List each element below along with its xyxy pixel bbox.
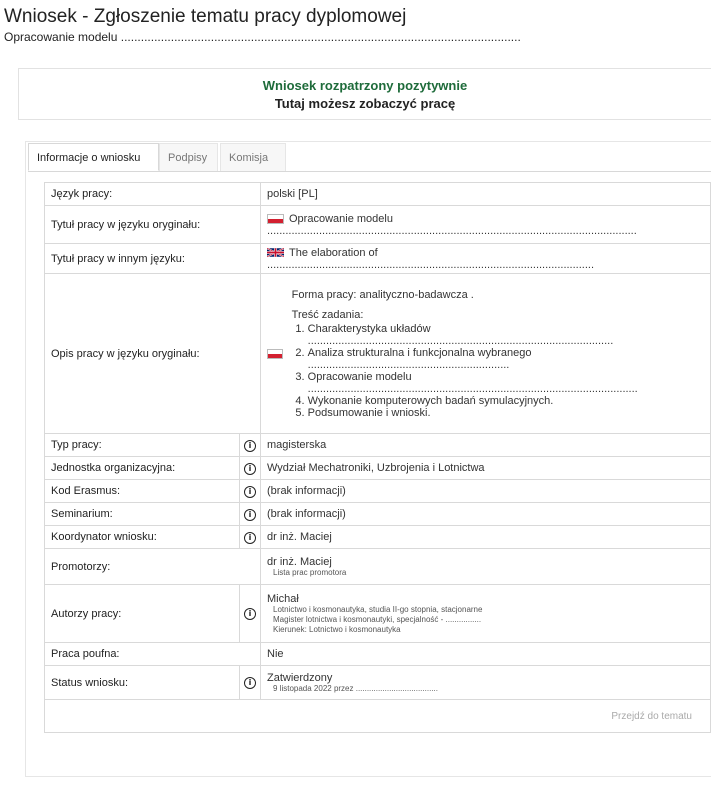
status-date: 9 listopada 2022 przez ..................................... <box>273 683 438 693</box>
type-value: magisterska <box>261 434 711 457</box>
row-language <box>45 183 711 206</box>
row-type <box>45 434 711 457</box>
language-value: polski [PL] <box>261 183 711 206</box>
promoter-name[interactable]: dr inż. Maciej <box>267 555 332 568</box>
row-authors <box>45 585 711 643</box>
tab-divider <box>28 171 711 172</box>
info-circle-icon[interactable]: i <box>244 608 256 620</box>
coordinator-value: dr inż. Maciej <box>261 526 711 549</box>
info-circle-icon[interactable]: i <box>244 532 256 544</box>
row-description <box>45 274 711 434</box>
seminar-value: (brak informacji) <box>261 503 711 526</box>
author-detail: Kierunek: Lotnictwo i kosmonautyka <box>273 624 401 634</box>
confidential-label: Praca poufna: <box>45 643 261 666</box>
tab-informacje[interactable]: Informacje o wniosku <box>28 143 159 171</box>
status-label: Status wniosku: <box>45 666 240 700</box>
row-unit <box>45 457 711 480</box>
task-item: 4. Wykonanie komputerowych badań symulacyjnych. <box>308 395 704 407</box>
task-item: 1. Charakterystyka układów .................................................................................................... <box>308 323 704 347</box>
row-title-original <box>45 206 711 244</box>
author-name: Michał <box>267 592 299 605</box>
promoter-list-link[interactable]: Lista prac promotora <box>273 567 347 577</box>
title-original-value: Opracowanie modelu ......................................................................................................................... <box>267 212 637 237</box>
task-item: 3. Opracowanie modelu ............................................................................................................ <box>308 371 704 395</box>
polish-flag-icon <box>267 349 283 359</box>
tab-komisja[interactable]: Komisja <box>220 143 286 171</box>
uk-flag-icon <box>267 247 284 258</box>
unit-label: Jednostka organizacyjna: <box>45 457 240 480</box>
info-circle-icon[interactable]: i <box>244 440 256 452</box>
authors-label: Autorzy pracy: <box>45 585 240 643</box>
row-status <box>45 666 711 700</box>
task-list <box>292 323 704 419</box>
info-circle-icon[interactable]: i <box>244 677 256 689</box>
status-box <box>18 68 711 120</box>
confidential-value: Nie <box>261 643 711 666</box>
title-original-label: Tytuł pracy w języku oryginału: <box>45 206 261 244</box>
page-title: Wniosek - Zgłoszenie tematu pracy dyplomowej <box>4 6 407 27</box>
goto-topic-button[interactable]: Przejdź do tematu <box>611 710 692 722</box>
info-circle-icon[interactable]: i <box>244 486 256 498</box>
form-line: Forma pracy: analityczno-badawcza . <box>291 288 474 301</box>
author-detail: Magister lotnictwa i kosmonautyki, specjalność - ................ <box>273 614 482 624</box>
row-title-other <box>45 244 711 274</box>
row-erasmus <box>45 480 711 503</box>
promoters-label: Promotorzy: <box>45 549 261 585</box>
description-text <box>288 289 704 419</box>
erasmus-label: Kod Erasmus: <box>45 480 240 503</box>
view-thesis-link[interactable]: Tutaj możesz zobaczyć pracę <box>274 96 456 111</box>
info-circle-icon[interactable]: i <box>244 509 256 521</box>
description-label: Opis pracy w języku oryginału: <box>45 274 261 434</box>
language-label: Język pracy: <box>45 183 261 206</box>
title-other-value: The elaboration of ........................................................................................................... <box>267 246 595 271</box>
status-title: Wniosek rozpatrzony pozytywnie <box>262 78 468 93</box>
row-seminar <box>45 503 711 526</box>
row-coordinator <box>45 526 711 549</box>
row-promoters <box>45 549 711 585</box>
polish-flag-icon <box>267 214 284 224</box>
type-label: Typ pracy: <box>45 434 240 457</box>
task-header: Treść zadania: <box>291 308 364 321</box>
seminar-label: Seminarium: <box>45 503 240 526</box>
title-other-label: Tytuł pracy w innym języku: <box>45 244 261 274</box>
page-subtitle: Opracowanie modelu ........................................................................................................................ <box>4 30 521 44</box>
details-table <box>44 182 711 733</box>
info-circle-icon[interactable]: i <box>244 463 256 475</box>
status-value: Zatwierdzony <box>267 671 333 684</box>
author-detail: Lotnictwo i kosmonautyka, studia II-go stopnia, stacjonarne <box>273 604 483 614</box>
task-item: 5. Podsumowanie i wnioski. <box>308 407 704 419</box>
unit-value: Wydział Mechatroniki, Uzbrojenia i Lotnictwa <box>261 457 711 480</box>
coordinator-label: Koordynator wniosku: <box>45 526 240 549</box>
task-item: 2. Analiza strukturalna i funkcjonalna wybranego .................................................................. <box>308 347 704 371</box>
row-footer <box>45 700 711 733</box>
tab-podpisy[interactable]: Podpisy <box>159 143 218 171</box>
erasmus-value: (brak informacji) <box>261 480 711 503</box>
row-confidential <box>45 643 711 666</box>
